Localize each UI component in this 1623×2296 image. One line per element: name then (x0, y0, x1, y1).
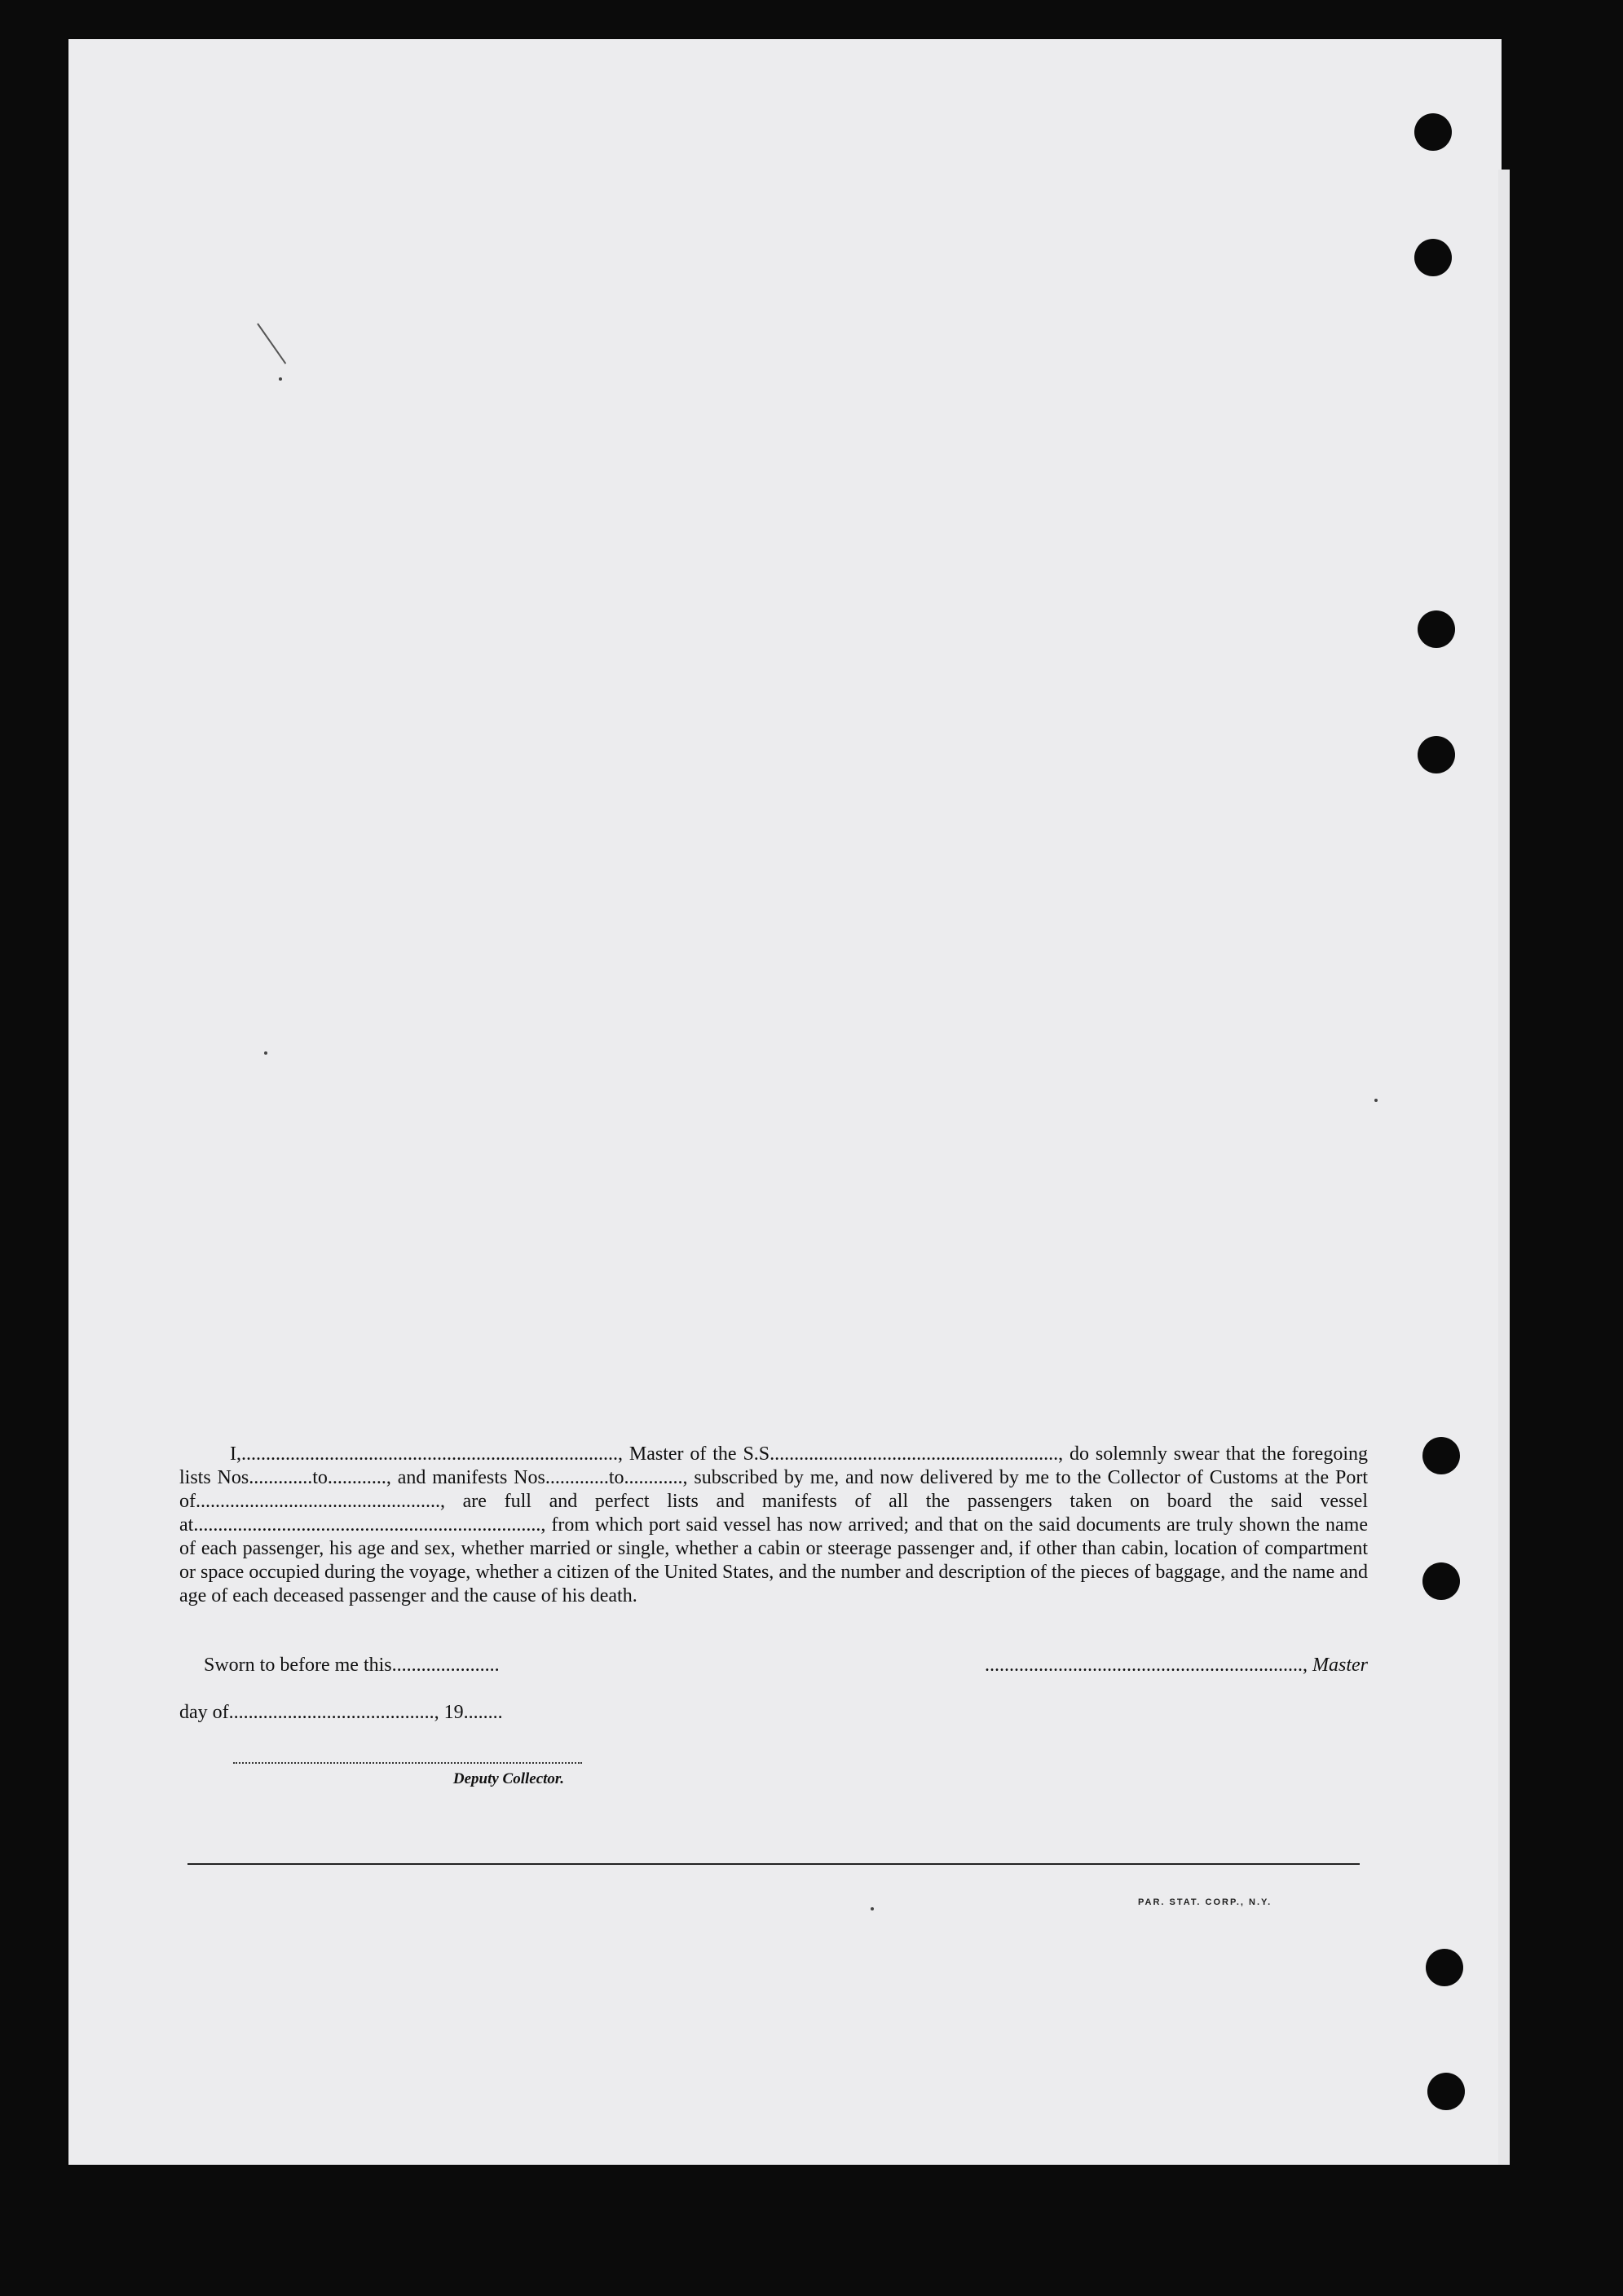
bleed-through-mark (257, 323, 286, 364)
oath-text: I,............................................................................., Master of the S.S..........................................................., do solemnly swear that the foregoing lists Nos.............to............, and manifests Nos.............to............, subscribed by me, and now delivered by me to the Collector of Customs at the Port of.................................................., are full and perfect lists and manifests of all the passengers taken on board the said vessel at......................................................................., from which port said vessel has now arrived; and that on the said documents are truly shown the name of each passenger, his age and sex, whether married or single, whether a cabin or steerage passenger and, if other than cabin, location of compartment or space occupied during the voyage, whether a citizen of the United States, and the number and description of the pieces of baggage, and the name and age of each deceased passenger and the cause of his death. (179, 1443, 1368, 1606)
punch-hole (1418, 610, 1455, 648)
master-signature-line (887, 1655, 1368, 1677)
day-of-line: day of.........................................., 19........ (179, 1702, 503, 1723)
deputy-signature-line (233, 1756, 582, 1764)
punch-hole (1422, 1562, 1460, 1600)
punch-hole (1426, 1949, 1463, 1986)
bottom-rule (187, 1863, 1360, 1865)
punch-hole (1427, 2073, 1465, 2110)
deputy-collector-label: Deputy Collector. (452, 1770, 564, 1787)
punch-hole (1422, 1437, 1460, 1474)
punch-hole (1414, 239, 1452, 276)
printer-mark: PAR. STAT. CORP., N.Y. (1138, 1897, 1272, 1907)
speck (1374, 1099, 1378, 1102)
master-label: Master (1312, 1655, 1368, 1676)
manifest-page (68, 39, 1502, 2165)
punch-hole (1414, 113, 1452, 151)
speck (871, 1907, 874, 1910)
master-dots: ................................................................., (985, 1655, 1308, 1676)
speck (279, 377, 282, 381)
oath-paragraph (179, 1443, 1368, 1608)
speck (264, 1051, 267, 1055)
sworn-before-line: Sworn to before me this...................... (204, 1655, 500, 1676)
punch-hole (1418, 736, 1455, 773)
